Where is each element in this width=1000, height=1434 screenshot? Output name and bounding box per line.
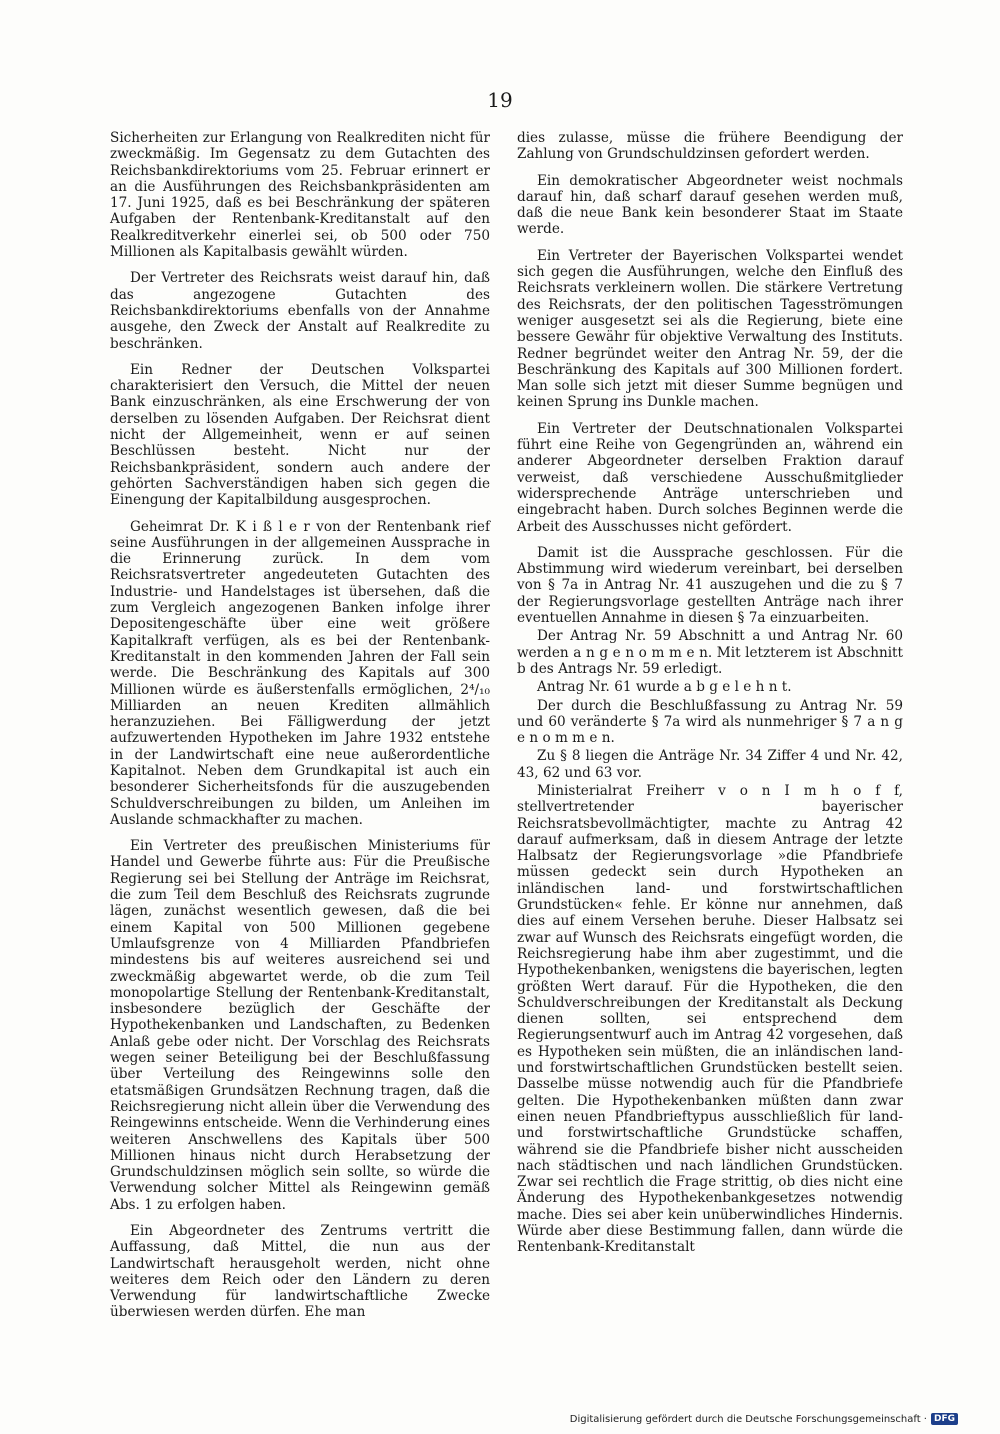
paragraph: Ein Redner der Deutschen Volkspartei charakterisiert den Versuch, die Mittel der neuen Bank einzuschränken, als eine Erschwerung der von derselben zu lösenden Aufgaben. Der Reichsrat dient nicht der Allgemeinheit, wenn er auf seinen Beschlüssen besteht. Nicht nur der Reichsbankpräsident, sondern auch andere der gehörten Sachverständigen haben sich gegen die Einengung der Kapitalbildung ausgesprochen. [110, 361, 490, 509]
paragraph: Der Vertreter des Reichsrats weist darauf hin, daß das angezogene Gutachten des Reichsbankdirektoriums ebenfalls von der Annahme ausgehe, den Zweck der Anstalt auf Realkredite zu beschränken. [110, 270, 490, 352]
paragraph: Der Antrag Nr. 59 Abschnitt a und Antrag Nr. 60 werden a n g e n o m m e n. Mit letzterem ist Abschnitt b des Antrags Nr. 59 erledigt. [517, 628, 903, 677]
digitization-credit-text: Digitalisierung gefördert durch die Deutsche Forschungsgemeinschaft · [569, 1413, 927, 1425]
page-number: 19 [487, 88, 513, 112]
paragraph: Der durch die Beschlußfassung zu Antrag Nr. 59 und 60 veränderte § 7a wird als nunmehriger § 7 a n g e n o m m e n. [517, 697, 903, 747]
paragraph: Geheimrat Dr. K i ß l e r von der Rentenbank rief seine Ausführungen in der allgemeinen Aussprache in die Erinnerung zurück. In dem vom Reichsratsvertreter angedeuteten Gutachten des Industrie- und Handelstages ist übersehen, daß die zum Vergleich angezogenen Banken infolge ihrer Depositengeschäfte über eine weit größere Kapitalkraft verfügen, als es bei der Rentenbank-Kreditanstalt in den kommenden Jahren der Fall sein werde. Die Beschränkung des Kapitals auf 300 Millionen würde es äußerstenfalls ermöglichen, 2⁴/₁₀ Milliarden an neuen Krediten allmählich heranzuziehen. Bei Fälligwerdung der jetzt aufzuwertenden Hypotheken im Jahre 1932 entstehe in der Landwirtschaft eine neue außerordentliche Kapitalnot. Neben dem Grundkapital ist auch ein besonderer Sicherheitsfonds für die auszugebenden Schuldverschreibungen zu bilden, um Anleihen im Auslande schmackhafter zu machen. [110, 518, 490, 828]
digitization-credit [570, 1413, 958, 1425]
paragraph: Ein Vertreter der Deutschnationalen Volkspartei führt eine Reihe von Gegengründen an, während ein anderer Abgeordneter derselben Fraktion darauf verweist, daß verschiedene Ausschußmitglieder widersprechende Anträge unterschrieben und eingebracht haben. Durch solches Beginnen werde die Arbeit des Ausschusses nicht gefördert. [517, 420, 903, 535]
paragraph: Ein Abgeordneter des Zentrums vertritt die Auffassung, daß Mittel, die nun aus der Landwirtschaft herausgeholt werden, nicht ohne weiteres dem Reich oder den Ländern zu deren Verwendung für landwirtschaftliche Zwecke überwiesen werden dürfen. Ehe man [110, 1223, 490, 1321]
paragraph: dies zulasse, müsse die frühere Beendigung der Zahlung von Grundschuldzinsen gefordert werden. [517, 130, 903, 163]
paragraph: Antrag Nr. 61 wurde a b g e l e h n t. [537, 679, 792, 696]
paragraph: Ein Vertreter des preußischen Ministeriums für Handel und Gewerbe führte aus: Für die Preußische Regierung sei bei Stellung der Anträge im Reichsrat, die zum Teil dem Beschluß des Reichsrats zugrunde lägen, zunächst wesentlich gewesen, daß die bei einem Kapital von 500 Millionen gegebene Umlaufsgrenze von 4 Milliarden Pfandbriefen mindestens bis auf weiteres ausreichend sei und zweckmäßig abgewartet werde, ob die zum Teil monopolartige Stellung der Rentenbank-Kreditanstalt, insbesondere bezüglich der Geschäfte der Hypothekenbanken und Landschaften, zu Bedenken Anlaß gebe oder nicht. Der Vorschlag des Reichsrats wegen seiner Beteiligung bei der Beschlußfassung über Verteilung des Reingewinns solle den etatsmäßigen Grundsätzen Rechnung tragen, daß die Reichsregierung nicht allein über die Verwendung des Reingewinns entscheide. Wenn die Verhinderung eines weiteren Anschwellens des Kapitals über 500 Millionen hinaus nicht durch Herabsetzung der Grundschuldzinsen möglich sein sollte, so würde die Verwendung solcher Mittel als Reingewinn gemäß Abs. 1 zu erfolgen haben. [110, 838, 490, 1213]
left-column [110, 130, 490, 1331]
paragraph: Sicherheiten zur Erlangung von Realkrediten nicht für zweckmäßig. Im Gegensatz zu dem Gutachten des Reichsbankdirektoriums vom 25. Februar erinnert er an die Ausführungen des Reichsbankpräsidenten am 17. Juni 1925, daß es bei Beschränkung der späteren Aufgaben der Rentenbank-Kreditanstalt auf den Realkreditverkehr einerlei sei, ob 500 oder 750 Millionen als Kapitalbasis gewählt würden. [110, 130, 490, 261]
right-column [517, 130, 903, 1266]
paragraph: Zu § 8 liegen die Anträge Nr. 34 Ziffer 4 und Nr. 42, 43, 62 und 63 vor. [517, 748, 903, 781]
paragraph: Ministerialrat Freiherr v o n I m h o f f, stellvertretender bayerischer Reichsratsbevollmächtigter, machte zu Antrag 42 darauf aufmerksam, daß in diesem Antrage der letzte Halbsatz der Regierungsvorlage »die Pfandbriefe müssen gedeckt sein durch Hypotheken an inländischen land- und forstwirtschaftlichen Grundstücken« fehle. Er könne nur annehmen, daß dies auf einem Versehen beruhe. Dieser Halbsatz sei zwar auf Wunsch des Reichsrats eingefügt worden, die Reichsregierung habe ihm aber zugestimmt, und die Hypothekenbanken, wenigstens die bayerischen, legten größten Wert darauf. Für die Hypotheken, die den Schuldverschreibungen der Kreditanstalt als Deckung dienen sollten, sei entsprechend dem Regierungsentwurf auch im Antrag 42 vorgesehen, daß es Hypotheken sein müßten, die an inländischen land- und forstwirtschaftlichen Grundstücken bestellt seien. Dasselbe müsse notwendig auch für die Pfandbriefe gelten. Die Hypothekenbanken müßten dann zwar einen neuen Pfandbrieftypus ausschließlich für land- und forstwirtschaftliche Grundstücke schaffen, während sie die Pfandbriefe bisher nicht ausscheiden nach städtischen und nach ländlichen Grundstücken. Zwar sei rechtlich die Frage strittig, ob dies nicht eine Änderung des Hypothekenbankgesetzes notwendig mache. Dies sei aber kein unüberwindliches Hindernis. Würde aber diese Bestimmung fallen, dann würde die Rentenbank-Kreditanstalt [517, 782, 903, 1256]
paragraph: Ein Vertreter der Bayerischen Volkspartei wendet sich gegen die Ausführungen, welche den Einfluß des Reichsrats verkleinern wollen. Die stärkere Vertretung des Reichsrats, der den politischen Tagesströmungen weniger ausgesetzt sei als die Regierung, biete eine bessere Gewähr für objektive Verwaltung des Instituts. Redner begründet weiter den Antrag Nr. 59, der die Beschränkung des Kapitals auf 300 Millionen fordert. Man solle sich jetzt mit dieser Summe begnügen und keinen Sprung ins Dunkle machen. [517, 247, 903, 411]
dfg-logo: DFG [931, 1413, 958, 1425]
paragraph: Ein demokratischer Abgeordneter weist nochmals darauf hin, daß scharf darauf gesehen werden muß, daß die neue Bank kein besonderer Staat im Staate werde. [517, 172, 903, 238]
paragraph: Damit ist die Aussprache geschlossen. Für die Abstimmung wird wiederum vereinbart, bei derselben von § 7a in Antrag Nr. 41 auszugehen und die zu § 7 der Regierungsvorlage gestellten Anträge nach ihrer eventuellen Annahme in diesen § 7a einzuarbeiten. [517, 544, 903, 627]
